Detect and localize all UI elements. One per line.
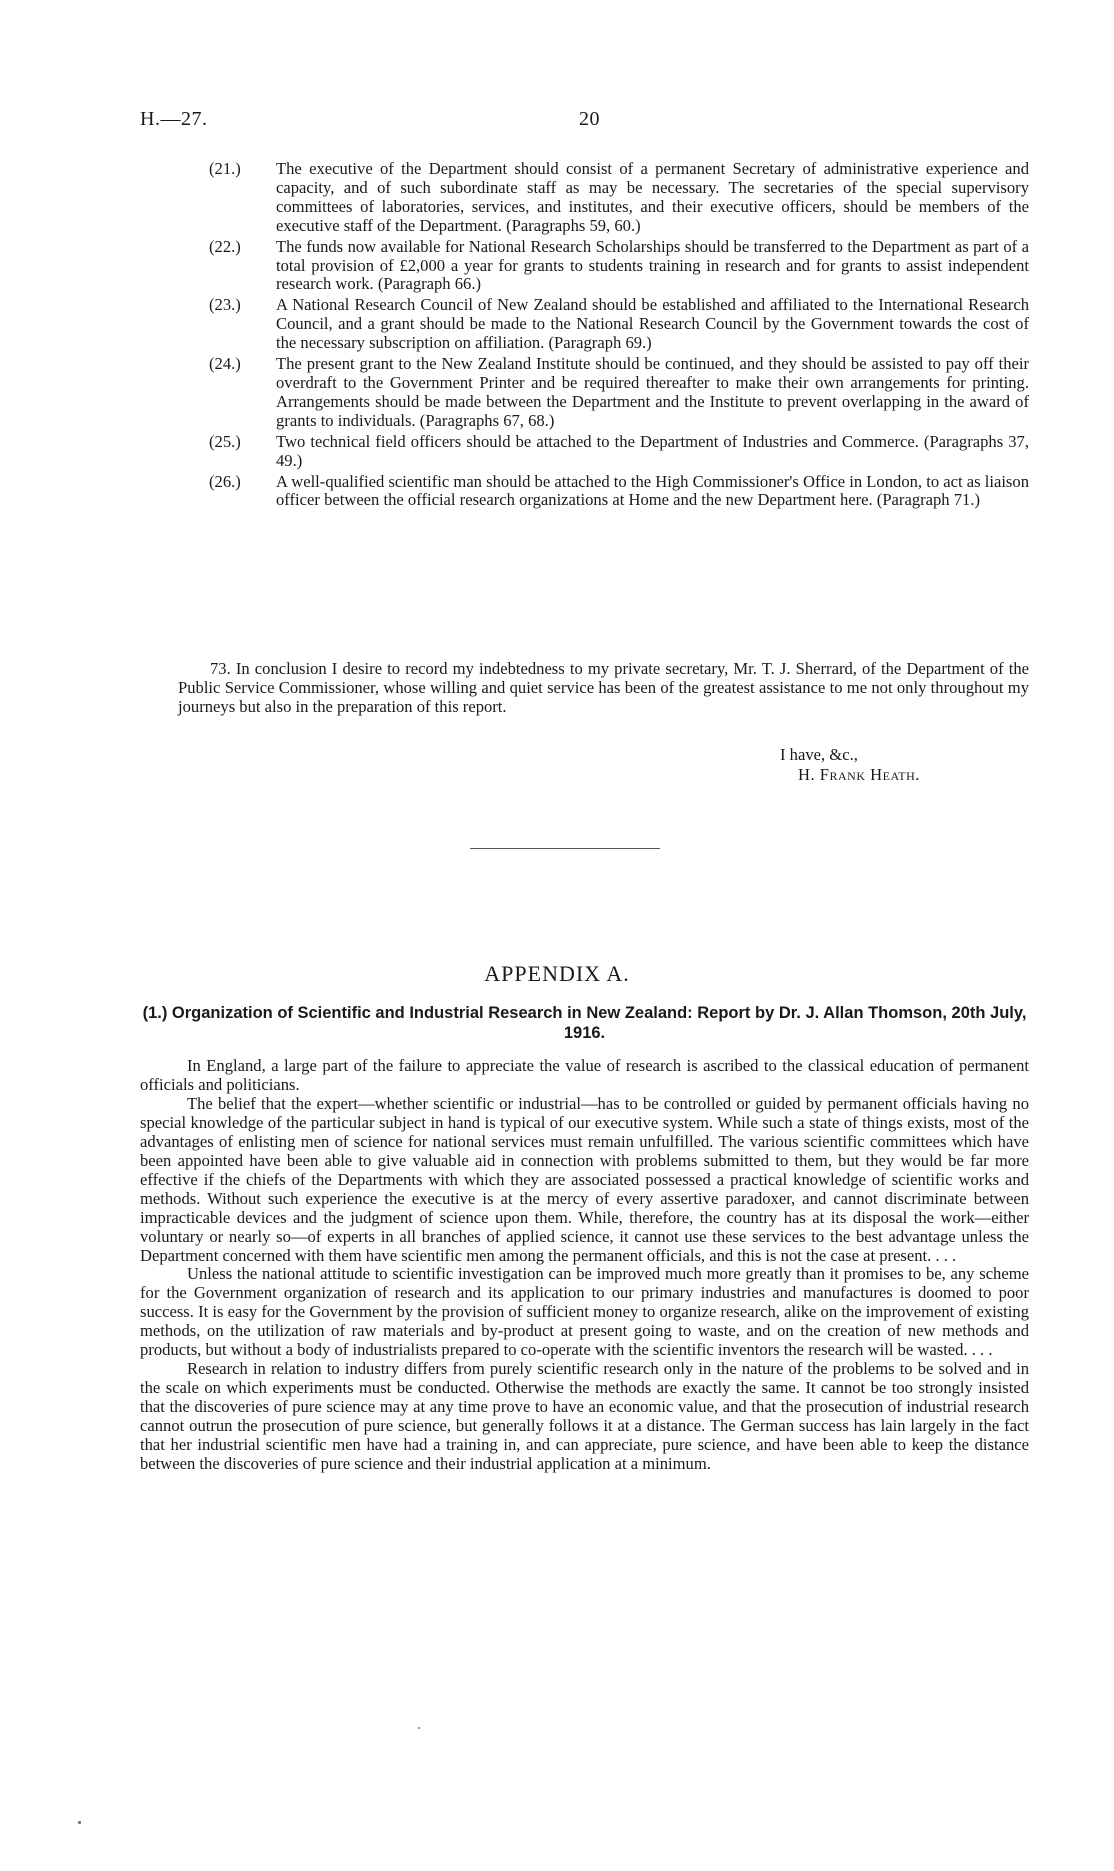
- list-item: [209, 296, 1029, 353]
- item-number: (23.): [209, 295, 241, 315]
- list-item: [209, 473, 1029, 511]
- appendix-subtitle: (1.) Organization of Scientific and Industrial Research in New Zealand: Report by Dr. J. Allan Thomson, 20th July, 1916.: [142, 1004, 1027, 1042]
- item-text: The funds now available for National Research Scholarships should be transferred to the Department as part of a total provision of £2,000 a year for grants to students training in research and for grants to assist independent research work. (Paragraph 66.): [276, 236, 1029, 294]
- paragraph: In England, a large part of the failure to appreciate the value of research is ascribed to the classical education of permanent officials and politicians.: [140, 1056, 1029, 1094]
- list-item: [209, 160, 1029, 236]
- list-item: [209, 433, 1029, 471]
- item-number: (22.): [209, 236, 241, 256]
- speck-mark: [78, 1821, 81, 1824]
- signature-block: [780, 745, 920, 785]
- paragraph: The belief that the expert—whether scientific or industrial—has to be controlled or guided by permanent officials having no special knowledge of the particular subject in hand is typical of our executive system. While such a state of things exists, most of the advantages of enlisting men of science for national services must remain unfulfilled. The various scientific committees which have been appointed have been able to give valuable aid in connection with problems submitted to them, but they would be far more effective if the chiefs of the Departments with which they are associated possessed a practical knowledge of scientific works and methods. Without such experience the executive is at the mercy of every assertive paradoxer, and cannot discriminate between impracticable devices and the judgment of science upon them. While, therefore, the country has at its disposal the work—either voluntary or nearly so—of experts in all branches of applied science, it cannot use these services to the best advantage unless the Department concerned with them have scientific men among the permanent officials, and this is not the case at present. . . .: [140, 1093, 1029, 1265]
- recommendations-list: [209, 160, 1029, 512]
- speck-mark: [418, 1727, 420, 1729]
- appendix-body: [140, 1057, 1029, 1474]
- list-item: [209, 355, 1029, 431]
- item-number: (21.): [209, 159, 241, 178]
- list-item: [209, 238, 1029, 295]
- item-text: A well-qualified scientific man should be attached to the High Commissioner's Office in London, to act as liaison officer between the official research organizations at Home and the new Department here. (Paragraph 71.): [276, 471, 1029, 510]
- item-text: Two technical field officers should be attached to the Department of Industries and Commerce. (Paragraphs 37, 49.): [276, 431, 1029, 470]
- item-number: (25.): [209, 431, 241, 451]
- paragraph: Unless the national attitude to scientific investigation can be improved much more greatly than it promises to be, any scheme for the Government organization of research and its application to our primary industries and manufactures is doomed to poor success. It is easy for the Government by the provision of sufficient money to organize research, alike on the improvement of existing methods, on the utilization of raw materials and by-product at present going to waste, and on the creation of new methods and products, but without a body of industrialists prepared to co-operate with the scientific inventors the research will be wasted. . . .: [140, 1264, 1029, 1360]
- item-text: The executive of the Department should consist of a permanent Secretary of administrative experience and capacity, and of such subordinate staff as may be necessary. The secretaries of the special supervisory committees of laboratories, services, and institutes, and their executive officers, should be members of the executive staff of the Department. (Paragraphs 59, 60.): [276, 159, 1029, 235]
- section-divider: [470, 848, 660, 849]
- item-text: The present grant to the New Zealand Institute should be continued, and they should be assisted to pay off their overdraft to the Government Printer and be required thereafter to make their own arrangements for printing. Arrangements should be made between the Department and the Institute to prevent overlapping in the award of grants to individuals. (Paragraphs 67, 68.): [276, 354, 1029, 430]
- document-reference: H.—27.: [140, 108, 208, 130]
- item-text: A National Research Council of New Zealand should be established and affiliated to the International Research Council, and a grant should be made to the National Research Council by the Government towards the cost of the necessary subscription on affiliation. (Paragraph 69.): [276, 295, 1029, 353]
- item-number: (24.): [209, 354, 241, 374]
- salutation: I have, &c.,: [780, 745, 858, 764]
- closing-section: [178, 659, 1029, 717]
- item-number: (26.): [209, 471, 241, 491]
- page-number: 20: [579, 108, 600, 130]
- closing-paragraph: 73. In conclusion I desire to record my indebtedness to my private secretary, Mr. T. J. Sherrard, of the Department of the Public Service Commissioner, whose willing and quiet service has been of the greatest assistance to me not only throughout my journeys but also in the preparation of this report.: [178, 659, 1029, 717]
- appendix-title: APPENDIX A.: [484, 961, 630, 986]
- signature: H. Frank Heath.: [798, 765, 920, 784]
- paragraph: Research in relation to industry differs from purely scientific research only in the nature of the problems to be solved and in the scale on which experiments must be conducted. Otherwise the methods are exactly the same. It cannot be too strongly insisted that the discoveries of pure science may at any time prove to have an economic value, and that the prosecution of industrial research cannot outrun the prosecution of pure science, but generally follows it at a distance. The German success has lain largely in the fact that her industrial scientific men have had a training in, and can appreciate, pure science, and have been able to keep the distance between the discoveries of pure science and their industrial application at a minimum.: [140, 1359, 1029, 1474]
